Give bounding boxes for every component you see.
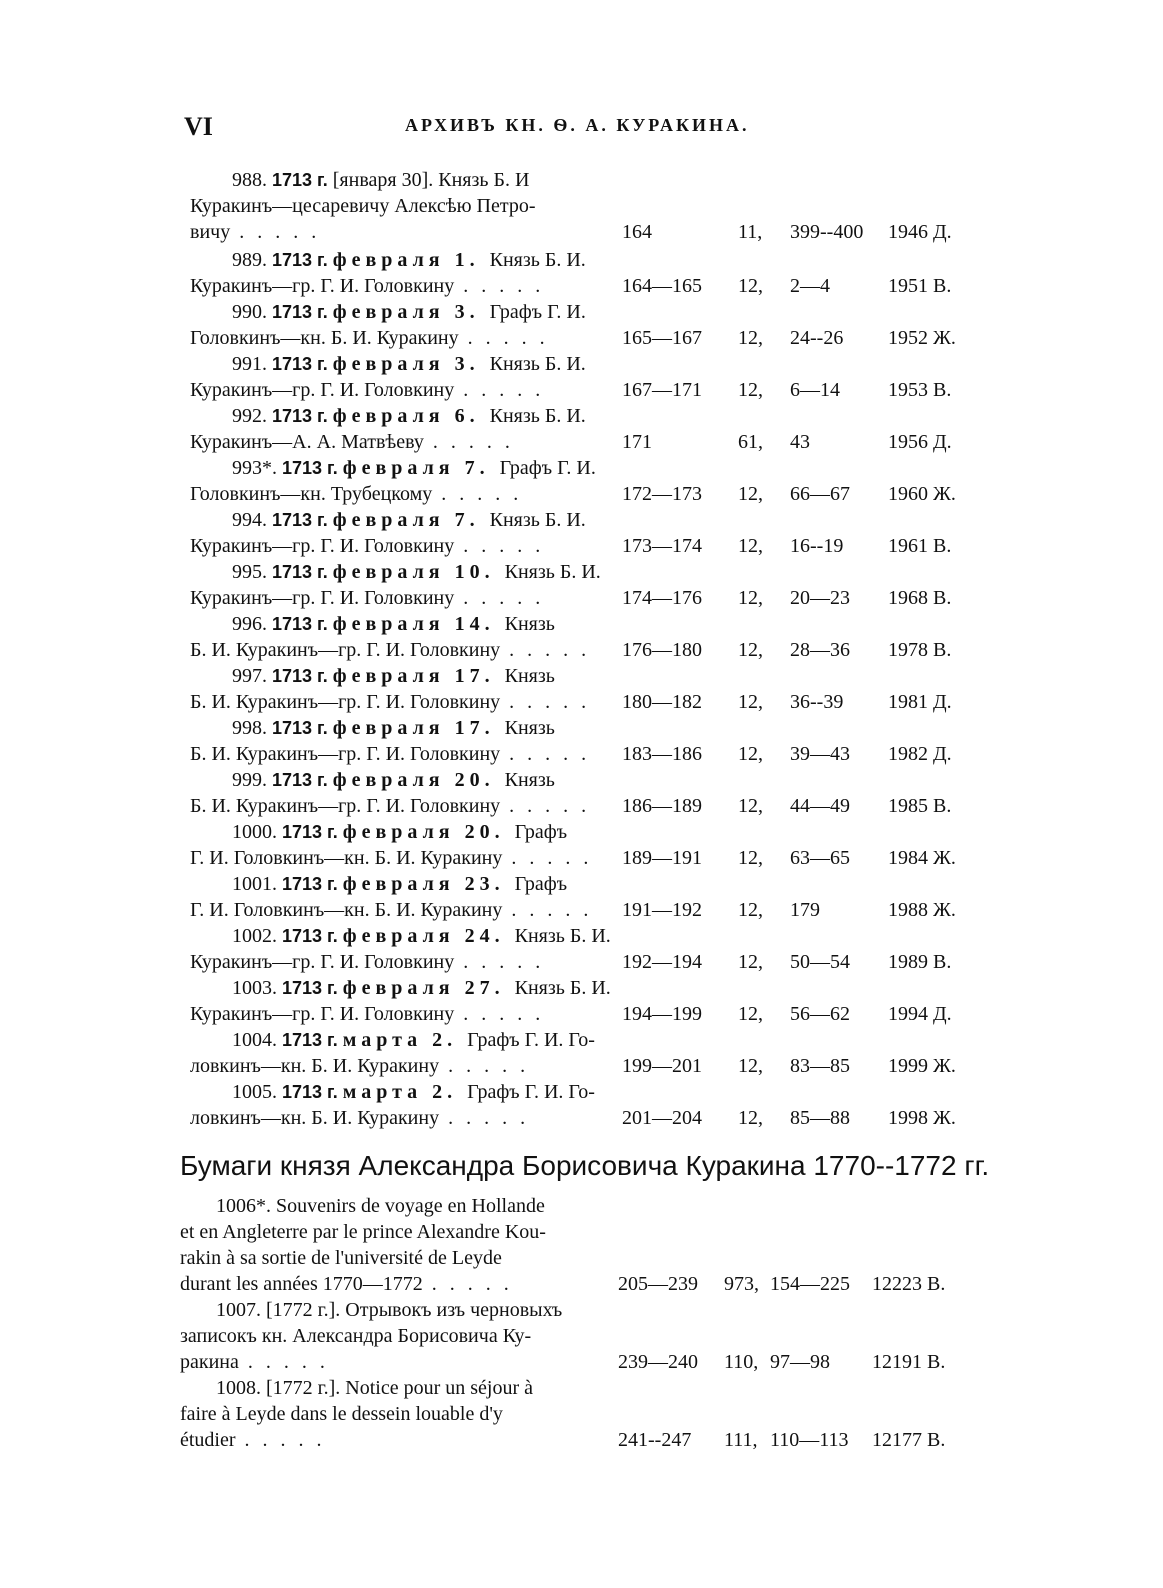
entry-number: 1003. (232, 977, 282, 999)
entry-heading-line (232, 612, 555, 636)
entry-register: 1968 В. (888, 587, 952, 609)
entry-folios: 97—98 (770, 1351, 830, 1373)
entry-folios: 66—67 (790, 483, 850, 505)
entry-correspondents: Куракинъ—гр. Г. И. Головкину (190, 1003, 455, 1025)
entry-correspondent-line (190, 586, 544, 610)
leader-dots: . . . . . (454, 275, 545, 297)
leader-dots: . . . . . (422, 1273, 513, 1295)
entry-middle-line: Куракинъ—цесаревичу Алексѣю Петро- (190, 195, 536, 217)
entry-pages: 167—171 (622, 379, 702, 401)
entry-intro: Князь (504, 613, 555, 635)
entry-register: 1998 Ж. (888, 1107, 956, 1129)
entry-date: февраля 3. (332, 301, 490, 323)
entry-heading-line (232, 1080, 595, 1104)
entry-folios: 24--26 (790, 327, 844, 349)
entry-year: 1713 г. (272, 302, 333, 322)
entry-number: 999. (232, 769, 272, 791)
entry-volume: 12, (738, 951, 763, 973)
leader-dots: . . . . . (235, 1429, 326, 1451)
entry-correspondents: Головкинъ—кн. Б. И. Куракину (190, 327, 459, 349)
entry-correspondents: Куракинъ—гр. Г. И. Головкину (190, 951, 455, 973)
entry-year: 1713 г. (272, 510, 333, 530)
entry-correspondent-line (190, 1054, 529, 1078)
entry-volume: 110, (724, 1351, 759, 1373)
entry-pages: 191—192 (622, 899, 702, 921)
leader-dots: . . . . . (230, 221, 321, 243)
entry-correspondents: Г. И. Головкинъ—кн. Б. И. Куракину (190, 899, 503, 921)
entry-pages: 189—191 (622, 847, 702, 869)
entry-correspondent-line (190, 220, 320, 244)
entry-register: 1984 Ж. (888, 847, 956, 869)
section-entry-line: et en Angleterre par le prince Alexandre Kou- (180, 1221, 546, 1243)
entry-date: февраля 7. (342, 457, 500, 479)
entry-number: 994. (232, 509, 272, 531)
entry-volume: 12, (738, 743, 763, 765)
entry-heading-line (232, 1028, 595, 1052)
entry-folios: 63—65 (790, 847, 850, 869)
entry-register: 12191 В. (872, 1351, 946, 1373)
entry-correspondents: Куракинъ—гр. Г. И. Головкину (190, 275, 455, 297)
entry-date: февраля 14. (332, 613, 505, 635)
entry-heading-line (232, 768, 555, 792)
entry-heading-line (232, 300, 586, 324)
leader-dots: . . . . . (500, 691, 591, 713)
entry-register: 1953 В. (888, 379, 952, 401)
entry-date: февраля 27. (342, 977, 515, 999)
entry-folios: 36--39 (790, 691, 844, 713)
leader-dots: . . . . . (439, 1055, 530, 1077)
entry-correspondent-line (190, 690, 590, 714)
entry-volume: 11, (738, 221, 763, 243)
entry-pages: 164 (622, 221, 652, 243)
entry-number: 1000. (232, 821, 282, 843)
running-title: АРХИВЪ КН. Ѳ. А. КУРАКИНА. (405, 115, 750, 135)
index-entry (0, 1080, 1163, 1158)
entry-pages: 201—204 (622, 1107, 702, 1129)
entry-folios: 2—4 (790, 275, 830, 297)
entry-intro: Князь (504, 769, 555, 791)
entry-intro: Князь Б. И. (514, 925, 611, 947)
entry-heading-line (232, 456, 596, 480)
entry-register: 1946 Д. (888, 221, 952, 243)
entry-folios: 85—88 (790, 1107, 850, 1129)
entry-folios: 179 (790, 899, 820, 921)
entry-pages: 194—199 (622, 1003, 702, 1025)
entry-volume: 12, (738, 327, 763, 349)
index-entry (0, 168, 1163, 246)
section-entry-line: durant les années 1770—1772 . . . . . (180, 1273, 513, 1295)
entry-year: 1713 г. (272, 406, 333, 426)
entry-year: 1713 г. (272, 718, 333, 738)
entry-pages: 172—173 (622, 483, 702, 505)
leader-dots: . . . . . (439, 1107, 530, 1129)
entry-date: марта 2. (342, 1081, 468, 1103)
section-heading: Бумаги князя Александра Борисовича Куракина 1770--1772 гг. (180, 1150, 990, 1181)
entry-folios: 20—23 (790, 587, 850, 609)
entry-number: 996. (232, 613, 272, 635)
entry-folios: 110—113 (770, 1429, 849, 1451)
entry-volume: 12, (738, 1003, 763, 1025)
entry-register: 12177 В. (872, 1429, 946, 1451)
entry-pages: 176—180 (622, 639, 702, 661)
entry-register: 12223 В. (872, 1273, 946, 1295)
entry-intro: Графъ (514, 821, 568, 843)
entry-number: 1005. (232, 1081, 282, 1103)
page-number: VI (184, 112, 213, 141)
entry-year: 1713 г. (282, 926, 343, 946)
entry-correspondents: ловкинъ—кн. Б. И. Куракину (190, 1055, 440, 1077)
entry-heading-line (232, 716, 555, 740)
leader-dots: . . . . . (454, 587, 545, 609)
entry-number: 990. (232, 301, 272, 323)
entry-intro: Князь (504, 717, 555, 739)
entry-correspondent-line (190, 482, 522, 506)
entry-correspondents: Б. И. Куракинъ—гр. Г. И. Головкину (190, 743, 501, 765)
entry-pages: 186—189 (622, 795, 702, 817)
entry-date: февраля 20. (332, 769, 505, 791)
section-entry-line: записокъ кн. Александра Борисовича Ку- (180, 1325, 532, 1347)
entry-intro: Князь Б. И. (514, 977, 611, 999)
entry-register: 1960 Ж. (888, 483, 956, 505)
entry-heading-line (232, 248, 586, 272)
entry-year: 1713 г. (282, 1030, 343, 1050)
entry-pages: 164—165 (622, 275, 702, 297)
entry-correspondent-line (190, 326, 549, 350)
leader-dots: . . . . . (500, 795, 591, 817)
leader-dots: . . . . . (458, 327, 549, 349)
entry-year: 1713 г. (272, 170, 333, 190)
entry-correspondents: ловкинъ—кн. Б. И. Куракину (190, 1107, 440, 1129)
entry-date: февраля 20. (342, 821, 515, 843)
entry-heading-line (232, 820, 567, 844)
section-entry-line: faire à Leyde dans le dessein louable d'y (180, 1403, 503, 1425)
entry-date: марта 2. (342, 1029, 468, 1051)
entry-year: 1713 г. (272, 250, 333, 270)
entry-pages: 173—174 (622, 535, 702, 557)
entry-volume: 12, (738, 691, 763, 713)
entry-correspondents: Куракинъ—А. А. Матвѣеву (190, 431, 424, 453)
entry-date: февраля 10. (332, 561, 505, 583)
leader-dots: . . . . . (238, 1351, 329, 1373)
entry-intro: Князь Б. И. (489, 405, 586, 427)
entry-heading-line (232, 508, 586, 532)
entry-date: февраля 17. (332, 665, 505, 687)
entry-intro: Графъ Г. И. (499, 457, 596, 479)
entry-heading-line (232, 404, 586, 428)
entry-folios: 83—85 (790, 1055, 850, 1077)
entry-date: февраля 24. (342, 925, 515, 947)
section-entry-line: ракина . . . . . (180, 1351, 329, 1373)
entry-pages: 199—201 (622, 1055, 702, 1077)
entry-intro: Князь Б. И. (489, 509, 586, 531)
entry-pages: 241--247 (618, 1429, 692, 1451)
entry-correspondents: Куракинъ—гр. Г. И. Головкину (190, 587, 455, 609)
entry-correspondent-line (190, 534, 544, 558)
entry-intro: Графъ (514, 873, 568, 895)
entry-pages: 183—186 (622, 743, 702, 765)
entry-pages: 205—239 (618, 1273, 698, 1295)
entry-pages: 192—194 (622, 951, 702, 973)
entry-volume: 973, (724, 1273, 759, 1295)
entry-number: 993*. (232, 457, 282, 479)
entry-register: 1999 Ж. (888, 1055, 956, 1077)
entry-year: 1713 г. (282, 874, 343, 894)
entry-pages: 171 (622, 431, 652, 453)
entry-year: 1713 г. (272, 562, 333, 582)
leader-dots: . . . . . (454, 1003, 545, 1025)
leader-dots: . . . . . (423, 431, 514, 453)
entry-year: 1713 г. (282, 1082, 343, 1102)
entry-folios: 28—36 (790, 639, 850, 661)
entry-heading-line (232, 168, 529, 192)
entry-heading-line (232, 560, 601, 584)
entry-date: февраля 17. (332, 717, 505, 739)
section-entry-line: rakin à sa sortie de l'université de Leyde (180, 1247, 502, 1269)
entry-volume: 61, (738, 431, 763, 453)
entry-volume: 12, (738, 483, 763, 505)
entry-correspondents: Б. И. Куракинъ—гр. Г. И. Головкину (190, 639, 501, 661)
entry-number: 989. (232, 249, 272, 271)
leader-dots: . . . . . (432, 483, 523, 505)
section-entry-line: 1006*. Souvenirs de voyage en Hollande (216, 1195, 545, 1217)
leader-dots: . . . . . (500, 639, 591, 661)
entry-number: 988. (232, 169, 272, 191)
entry-volume: 12, (738, 899, 763, 921)
entry-volume: 12, (738, 587, 763, 609)
entry-heading-line (232, 976, 611, 1000)
entry-number: 992. (232, 405, 272, 427)
entry-correspondent-line (190, 898, 592, 922)
entry-year: 1713 г. (272, 614, 333, 634)
entry-register: 1988 Ж. (888, 899, 956, 921)
entry-register: 1989 В. (888, 951, 952, 973)
entry-intro: Графъ Г. И. Го- (467, 1029, 595, 1051)
entry-correspondent-line (190, 846, 592, 870)
entry-correspondent-line (190, 742, 590, 766)
entry-register: 1952 Ж. (888, 327, 956, 349)
entry-year: 1713 г. (272, 666, 333, 686)
entry-folios: 16--19 (790, 535, 844, 557)
entry-year: 1713 г. (282, 978, 343, 998)
entry-correspondents: вичу (190, 221, 231, 243)
entry-date: февраля 1. (332, 249, 490, 271)
entry-intro: Князь Б. И. (489, 353, 586, 375)
entry-intro: Князь Б. И. (489, 249, 586, 271)
entry-number: 995. (232, 561, 272, 583)
entry-correspondent-line (190, 274, 544, 298)
entry-year: 1713 г. (272, 354, 333, 374)
entry-volume: 12, (738, 379, 763, 401)
entry-folios: 399--400 (790, 221, 864, 243)
entry-folios: 56—62 (790, 1003, 850, 1025)
entry-heading-line (232, 872, 567, 896)
entry-register: 1981 Д. (888, 691, 952, 713)
entry-intro: Князь Б. И (438, 169, 530, 191)
entry-correspondents: Г. И. Головкинъ—кн. Б. И. Куракину (190, 847, 503, 869)
entry-number: 1002. (232, 925, 282, 947)
entry-number: 1004. (232, 1029, 282, 1051)
entry-folios: 50—54 (790, 951, 850, 973)
entry-intro: Графъ Г. И. Го- (467, 1081, 595, 1103)
entry-number: 997. (232, 665, 272, 687)
entry-folios: 39—43 (790, 743, 850, 765)
entry-correspondents: Головкинъ—кн. Трубецкому (190, 483, 433, 505)
entry-correspondent-line (190, 430, 514, 454)
entry-correspondent-line (190, 638, 590, 662)
leader-dots: . . . . . (502, 847, 593, 869)
entry-date: февраля 23. (342, 873, 515, 895)
entry-date: февраля 7. (332, 509, 490, 531)
section-entry-line: étudier . . . . . (180, 1429, 326, 1451)
entry-volume: 12, (738, 795, 763, 817)
entry-intro: Князь Б. И. (504, 561, 601, 583)
entry-volume: 12, (738, 1107, 763, 1129)
entry-folios: 43 (790, 431, 810, 453)
entry-date: февраля 6. (332, 405, 490, 427)
entry-volume: 12, (738, 847, 763, 869)
leader-dots: . . . . . (454, 535, 545, 557)
entry-pages: 180—182 (622, 691, 702, 713)
entry-volume: 12, (738, 1055, 763, 1077)
entry-volume: 12, (738, 275, 763, 297)
entry-register: 1982 Д. (888, 743, 952, 765)
entry-correspondents: Б. И. Куракинъ—гр. Г. И. Головкину (190, 691, 501, 713)
entry-register: 1951 В. (888, 275, 952, 297)
entry-year: 1713 г. (282, 458, 343, 478)
entry-correspondents: Куракинъ—гр. Г. И. Головкину (190, 535, 455, 557)
entry-number: 998. (232, 717, 272, 739)
entry-register: 1961 В. (888, 535, 952, 557)
entry-year: 1713 г. (282, 822, 343, 842)
entry-correspondent-line (190, 794, 590, 818)
section-entry-line: 1008. [1772 г.]. Notice pour un séjour à (216, 1377, 533, 1399)
entry-date: февраля 3. (332, 353, 490, 375)
entry-volume: 12, (738, 535, 763, 557)
entry-pages: 165—167 (622, 327, 702, 349)
entry-pages: 174—176 (622, 587, 702, 609)
entry-correspondents: Б. И. Куракинъ—гр. Г. И. Головкину (190, 795, 501, 817)
entry-correspondent-line (190, 378, 544, 402)
leader-dots: . . . . . (502, 899, 593, 921)
leader-dots: . . . . . (454, 379, 545, 401)
entry-folios: 44—49 (790, 795, 850, 817)
section-entry-line: 1007. [1772 г.]. Отрывокъ изъ черновыхъ (216, 1299, 563, 1321)
entry-register: 1994 Д. (888, 1003, 952, 1025)
entry-number: 991. (232, 353, 272, 375)
entry-heading-line (232, 352, 586, 376)
entry-correspondent-line (190, 1002, 544, 1026)
entry-register: 1985 В. (888, 795, 952, 817)
entry-year: 1713 г. (272, 770, 333, 790)
entry-intro: Графъ Г. И. (489, 301, 586, 323)
entry-intro: Князь (504, 665, 555, 687)
entry-date: [января 30]. (332, 169, 439, 191)
entry-heading-line (232, 924, 611, 948)
entry-register: 1978 В. (888, 639, 952, 661)
entry-folios: 154—225 (770, 1273, 850, 1295)
entry-volume: 111, (724, 1429, 758, 1451)
leader-dots: . . . . . (454, 951, 545, 973)
entry-number: 1001. (232, 873, 282, 895)
entry-correspondent-line (190, 1106, 529, 1130)
entry-register: 1956 Д. (888, 431, 952, 453)
entry-correspondent-line (190, 950, 544, 974)
leader-dots: . . . . . (500, 743, 591, 765)
entry-pages: 239—240 (618, 1351, 698, 1373)
entry-folios: 6—14 (790, 379, 840, 401)
entry-heading-line (232, 664, 555, 688)
entry-correspondents: Куракинъ—гр. Г. И. Головкину (190, 379, 455, 401)
entry-volume: 12, (738, 639, 763, 661)
